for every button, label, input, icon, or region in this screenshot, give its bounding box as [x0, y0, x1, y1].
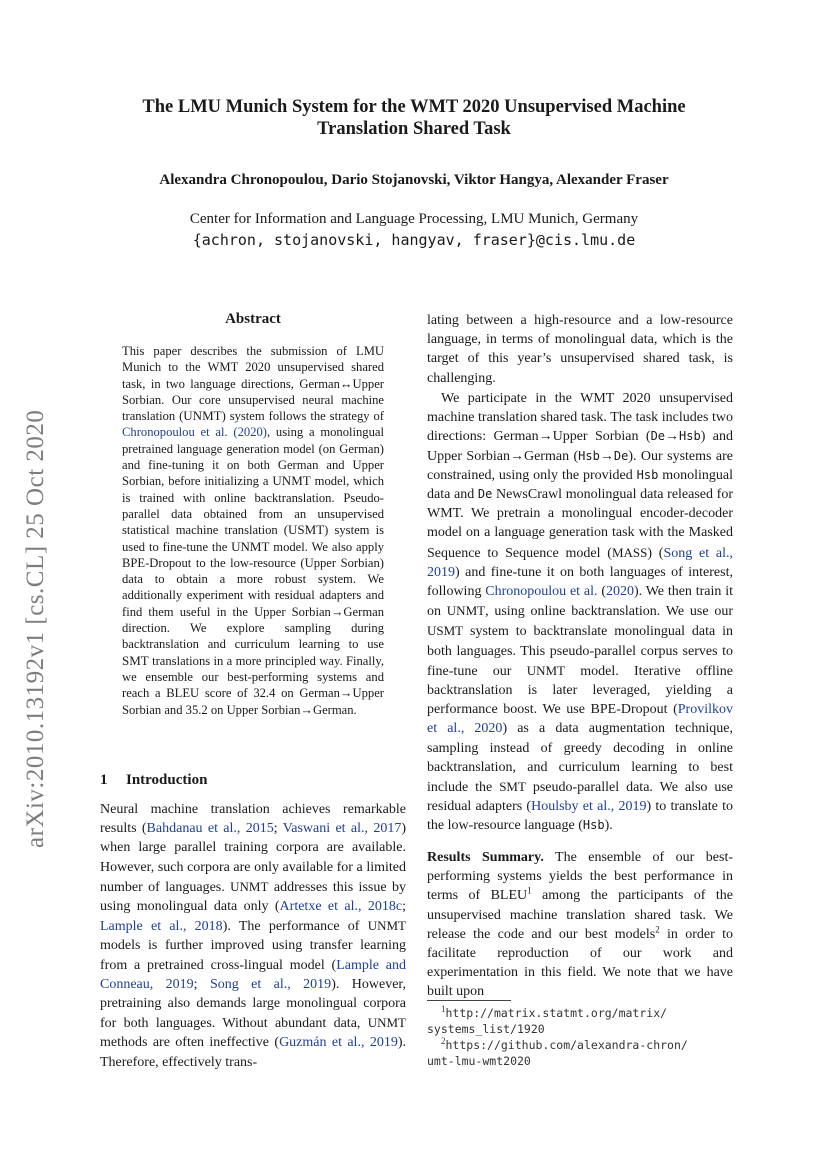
footnote-marker[interactable]: 1 — [527, 885, 532, 896]
body-text: system to backtranslate monolingual data in both languages. This pseudo-parallel corpus serves to fine-tune our — [427, 624, 733, 679]
footnote-url[interactable]: http://matrix.statmt.org/matrix/ — [445, 1006, 668, 1020]
citation-link[interactable]: Guzmán et al., 2019 — [279, 1035, 398, 1051]
abstract-text: Upper Sorbian. Our core unsupervised neural machine translation ( — [122, 376, 384, 424]
body-text: The ensemble of our best-performing systems yields the best performance in terms of BLEU — [427, 850, 733, 904]
body-text: , using online backtranslation. We use our — [485, 604, 734, 620]
body-text: ). The performance of — [222, 919, 368, 935]
right-paragraph-1: lating between a high-resource and a low-resource language, in terms of monolingual data, which is the target of this year’s unsupervised shared task, is challenging. — [427, 313, 733, 386]
acronym: UNMT — [526, 662, 565, 678]
lang-code: De — [650, 429, 666, 444]
citation-link[interactable]: Houlsby et al., 2019 — [531, 799, 647, 815]
citation-link[interactable]: Lample and Conneau, 2019 — [100, 957, 406, 992]
section-heading — [100, 772, 207, 789]
body-text: ) as a data augmentation technique, sampling instead of greedy decoding in online backtranslation, and curriculum learning to best include the — [427, 721, 733, 796]
body-text: in order to facilitate reproduction of our work and experimentation in this field. We note that we have built upon — [427, 926, 733, 1000]
body-text: We participate in the WMT 2020 unsupervised machine translation shared task. The task includes two directions: German→Upper Sorbian ( — [427, 391, 733, 445]
body-text: ). Our systems are constrained, using only the provided — [427, 448, 733, 483]
title-line-2: Translation Shared Task — [317, 119, 511, 139]
citation-link[interactable]: Chronopoulou et al. — [485, 584, 598, 600]
body-text: ) ( — [647, 545, 664, 561]
body-text: ; — [273, 821, 283, 837]
body-text: monolingual data and — [427, 467, 733, 503]
footnote-number: 2 — [441, 1036, 446, 1047]
title-line-1: The LMU Munich System for the WMT 2020 Unsupervised Machine — [142, 97, 686, 117]
right-paragraph-2 — [427, 389, 733, 836]
body-text: among the participants of the unsupervised machine translation shared task. We release the code and our best models — [427, 888, 733, 942]
abstract-text: This paper describes the submission of LMU Munich to the WMT 2020 unsupervised shared task, in two language directions, German — [122, 344, 384, 391]
acronym: SMT — [122, 652, 149, 668]
citation-link[interactable]: Provilkov et al., 2020 — [427, 702, 733, 737]
footnote-divider — [427, 1000, 511, 1001]
acronym: USMT — [427, 623, 464, 639]
lang-code: De — [613, 448, 629, 463]
citation-link[interactable]: Bahdanau et al., 2015 — [146, 821, 274, 837]
body-text: ( — [597, 584, 606, 600]
body-text: pseudo-parallel data. We also use residual adapters ( — [427, 780, 733, 815]
body-text: models is further improved using transfer learning from a pretrained cross-lingual model ( — [100, 938, 406, 973]
acronym: USMT — [288, 522, 325, 538]
body-text: ). We then train it on — [427, 584, 733, 620]
body-text: NewsCrawl monolingual data released for WMT. We pretrain a monolingual encoder-decoder model on a language generation task with the Masked Sequence to Sequence model ( — [427, 487, 733, 561]
arxiv-stamp: arXiv:2010.13192v1 [cs.CL] 25 Oct 2020 — [22, 409, 49, 848]
body-text: ) when large parallel training corpora are available. However, such corpora are only available for a limited number of languages. — [100, 821, 406, 895]
body-text: methods are often ineffective ( — [100, 1035, 280, 1051]
abstract-text: translations in a more principled way. Finally, we ensemble our best-performing systems and reach a BLEU score of 32.4 on German→Upper Sorbian and 35.2 on Upper Sorbian→German. — [122, 653, 384, 717]
arrow: → — [665, 429, 680, 445]
abstract-text: model. We also apply BPE-Dropout to the low-resource (Upper Sorbian) data to obtain a more robust system. We additionally experiment with residual adapters and find them useful in the Upper Sorbian→German direction. We explore sampling during backtranslation and curriculum learning to use — [122, 539, 384, 652]
lang-code: Hsb — [582, 818, 605, 833]
footnote-url[interactable]: https://github.com/alexandra-chron/ — [445, 1038, 688, 1052]
author-list: Alexandra Chronopoulou, Dario Stojanovski, Viktor Hangya, Alexander Fraser — [159, 172, 669, 188]
body-text: ; — [402, 899, 407, 915]
abstract-text: model, which is trained with online backtranslation. Pseudo-parallel data obtained from an unsupervised statistical machine translation ( — [122, 474, 384, 538]
citation-link[interactable]: Song et al., 2019 — [427, 545, 734, 580]
body-text: ) and fine-tune it on both languages of interest, following — [427, 564, 733, 600]
acronym: UNMT — [446, 603, 486, 619]
results-summary-paragraph — [427, 848, 733, 1002]
intro-paragraph — [100, 800, 406, 1072]
abstract-text: ) system follows the strategy of — [221, 409, 384, 424]
abstract-text: , using a monolingual pretrained language generation model (on German) and fine-tuning it on both German and Upper Sorbian, before initializing a — [122, 425, 384, 489]
body-text: Neural machine translation achieves remarkable results ( — [100, 802, 406, 837]
abstract-heading: Abstract — [225, 311, 281, 327]
acronym: UNMT — [230, 878, 269, 894]
paragraph-lead: Results Summary. — [427, 850, 544, 865]
abstract-text: ) system is used to fine-tune the — [122, 523, 385, 554]
footnote-1-cont[interactable]: systems_list/1920 — [427, 1022, 545, 1036]
acronym: UNMT — [183, 408, 222, 424]
lang-code: Hsb — [679, 429, 701, 444]
acronym: SMT — [499, 779, 526, 795]
acronym: UNMT — [272, 473, 311, 489]
citation-link[interactable]: 2020 — [605, 584, 634, 600]
footnote-number: 1 — [441, 1004, 446, 1015]
body-text: ) to translate to the low-resource language ( — [427, 799, 734, 834]
arrow: → — [599, 448, 614, 464]
citation-link[interactable]: Song et al., 2019 — [209, 976, 332, 992]
section-title: Introduction — [126, 772, 208, 788]
lang-code: Hsb — [636, 467, 659, 482]
footnotes — [427, 1005, 733, 1069]
footnote-marker[interactable]: 2 — [655, 924, 660, 935]
body-text: ). — [604, 818, 613, 834]
body-text: model. Iterative offline backtranslation is later leveraged, yielding a performance boost. We use BPE-Dropout ( — [427, 663, 733, 718]
citation-link[interactable]: Artetxe et al., 2018c — [279, 899, 403, 915]
body-text: ). Therefore, effectively trans- — [100, 1035, 406, 1070]
body-text: ). However, pretraining also demands large monolingual corpora for both languages. Without abundant data, — [100, 976, 407, 1032]
body-text: addresses this issue by using monolingual data only ( — [100, 879, 406, 915]
acronym: MASS — [611, 544, 648, 560]
lang-code: De — [477, 487, 493, 502]
footnote-1 — [427, 1005, 733, 1021]
body-text: ) and Upper Sorbian→German ( — [427, 429, 733, 464]
acronym: UNMT — [367, 1015, 406, 1031]
footnote-2 — [427, 1037, 733, 1053]
body-text: ; — [193, 976, 210, 992]
acronym: UNMT — [367, 918, 406, 934]
citation-link[interactable]: Chronopoulou et al. (2020) — [122, 425, 267, 440]
citation-link[interactable]: Lample et al., 2018 — [100, 919, 223, 935]
citation-link[interactable]: Vaswani et al., 2017 — [282, 821, 402, 837]
affiliation: Center for Information and Language Processing, LMU Munich, Germany — [189, 211, 639, 227]
paper-title — [100, 96, 728, 140]
author-emails: {achron, stojanovski, hangyav, fraser}@cis.lmu.de — [192, 231, 636, 249]
footnote-2-cont[interactable]: umt-lmu-wmt2020 — [427, 1054, 531, 1068]
bidirectional-arrow: ↔ — [339, 376, 353, 391]
acronym: UNMT — [231, 538, 270, 554]
section-number: 1 — [100, 772, 108, 788]
abstract-body — [122, 343, 384, 718]
lang-code: Hsb — [578, 448, 600, 463]
